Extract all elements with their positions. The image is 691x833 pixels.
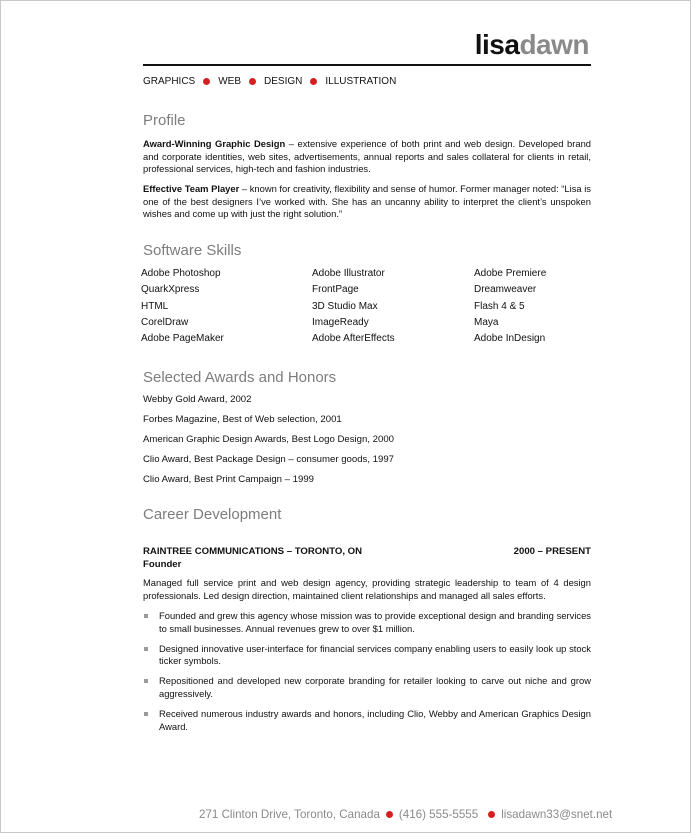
profile-heading: Profile (143, 112, 186, 129)
square-bullet-icon (144, 647, 148, 651)
bullet-text: Repositioned and developed new corporate branding for retailer looking to carve out niche and grow aggressively. (159, 675, 591, 699)
skill-item: Adobe PageMaker (141, 333, 224, 345)
profile-p2-text: – known for creativity, flexibility and sense of humor. Former manager noted: “Lisa is one of the best designers I’ve worked with. She has an uncanny ability to interpret the client’s unspoken wishes and come up with just the right solution.” (143, 183, 591, 220)
bullet-text: Designed innovative user-interface for financial services company enabling users to easily look up stock ticker symbols. (159, 642, 591, 667)
skill-item: Flash 4 & 5 (474, 300, 525, 312)
service-design: DESIGN (264, 76, 303, 87)
job-bullets (143, 610, 591, 741)
name-last: dawn (519, 29, 589, 60)
skills-column-2 (312, 267, 472, 348)
service-web: WEB (218, 76, 242, 87)
footer-phone: (416) 555-5555 (398, 808, 479, 821)
skill-item: QuarkXpress (141, 284, 200, 296)
skill-item: Adobe Photoshop (141, 268, 221, 279)
job-company: RAINTREE COMMUNICATIONS – TORONTO, ON (143, 546, 363, 557)
career-heading: Career Development (143, 506, 282, 523)
award-item: American Graphic Design Awards, Best Logo Design, 2000 (143, 434, 394, 445)
skill-item: Adobe AfterEffects (312, 333, 395, 345)
award-item: Webby Gold Award, 2002 (143, 394, 252, 405)
list-item (143, 708, 591, 733)
bullet-text: Received numerous industry awards and honors, including Clio, Webby and American Graphics Design Award. (159, 708, 591, 732)
contact-footer (199, 808, 612, 821)
skill-item: Dreamweaver (474, 284, 537, 296)
list-item (143, 675, 591, 700)
list-item (143, 643, 591, 668)
services-line (143, 76, 396, 87)
header-rule (143, 64, 591, 66)
profile-p1-bold: Award-Winning Graphic Design (143, 138, 286, 149)
skills-column-3 (474, 267, 634, 348)
bullet-dot-icon (386, 811, 393, 818)
resume-name (475, 29, 589, 61)
profile-p1-text: – extensive experience of both print and web design. Developed brand and corporate identities, web sites, advertisements, annual reports and sales collateral for clients in retail, professional services, high-tech and fashion industries. (143, 138, 591, 175)
job-summary: Managed full service print and web design agency, providing strategic leadership to team of 4 design professionals. Led design direction, maintained client relationships and managed all sales efforts. (143, 577, 591, 601)
skills-column-1 (141, 267, 301, 348)
footer-address: 271 Clinton Drive, Toronto, Canada (199, 808, 380, 821)
awards-list (143, 394, 394, 494)
skill-item: ImageReady (312, 316, 369, 328)
job-title: Founder (143, 559, 182, 570)
bullet-dot-icon (249, 78, 256, 85)
profile-paragraph-2 (143, 183, 591, 221)
service-graphics: GRAPHICS (143, 76, 196, 87)
award-item: Clio Award, Best Package Design – consumer goods, 1997 (143, 454, 395, 465)
square-bullet-icon (144, 614, 148, 618)
bullet-dot-icon (488, 811, 495, 818)
award-item: Clio Award, Best Print Campaign – 1999 (143, 474, 315, 485)
skill-item: Adobe InDesign (474, 333, 546, 345)
footer-email[interactable]: lisadawn33@snet.net (501, 808, 613, 821)
awards-heading: Selected Awards and Honors (143, 369, 337, 386)
skill-item: Adobe Illustrator (312, 268, 385, 279)
skills-heading: Software Skills (143, 242, 242, 259)
service-illustration: ILLUSTRATION (325, 76, 397, 87)
bullet-dot-icon (310, 78, 317, 85)
skill-item: 3D Studio Max (312, 300, 378, 312)
award-item: Forbes Magazine, Best of Web selection, 2001 (143, 414, 342, 425)
job-header (143, 545, 591, 571)
name-first: lisa (474, 29, 520, 60)
square-bullet-icon (144, 679, 148, 683)
profile-paragraph-1 (143, 138, 591, 176)
skill-item: Adobe Premiere (474, 268, 547, 279)
bullet-text: Founded and grew this agency whose mission was to provide exceptional design and branding services to small businesses. Annual revenues grew to over $1 million. (159, 610, 591, 634)
skill-item: FrontPage (312, 284, 359, 296)
skill-item: CorelDraw (141, 316, 189, 328)
square-bullet-icon (144, 712, 148, 716)
skill-item: Maya (474, 316, 499, 328)
list-item (143, 610, 591, 635)
bullet-dot-icon (203, 78, 210, 85)
skill-item: HTML (141, 300, 169, 312)
profile-p2-bold: Effective Team Player (143, 183, 240, 194)
job-dates: 2000 – PRESENT (513, 546, 591, 557)
